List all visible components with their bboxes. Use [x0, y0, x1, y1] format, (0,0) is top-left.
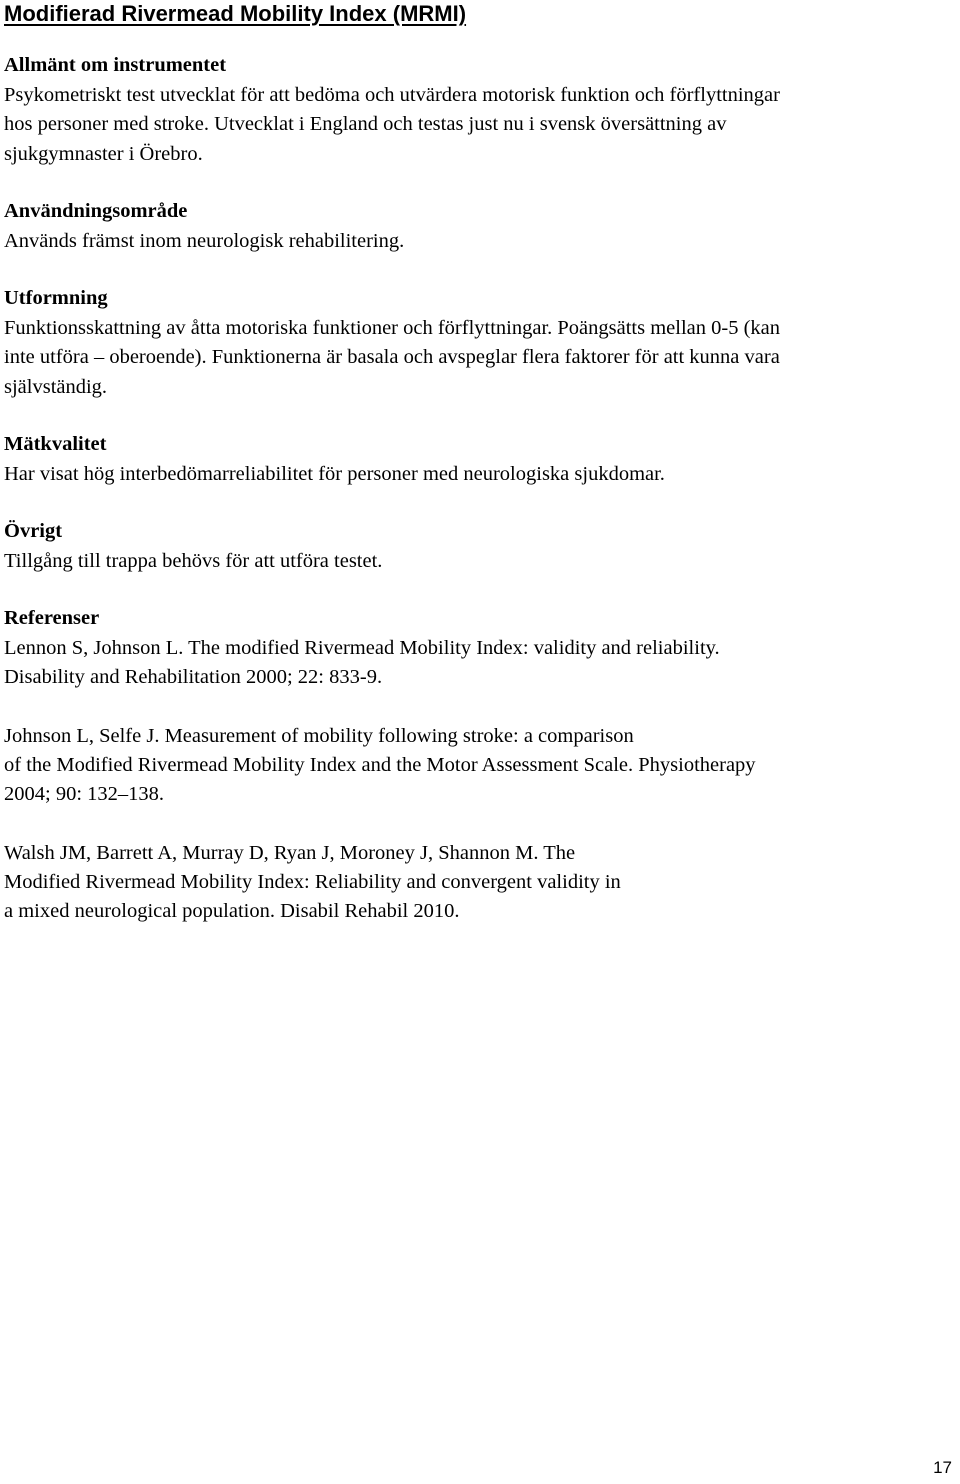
body-line: inte utföra – oberoende). Funktionerna är basala och avspeglar flera faktorer för att kunna vara: [4, 346, 780, 368]
reference-line: 2004; 90: 132–138.: [4, 782, 165, 805]
reference-line: a mixed neurological population. Disabil Rehabil 2010.: [4, 899, 460, 922]
body-line: Används främst inom neurologisk rehabilitering.: [4, 229, 405, 252]
section-heading: Utformning: [4, 287, 108, 309]
body-line: självständig.: [4, 375, 108, 398]
section-heading: Användningsområde: [4, 200, 188, 222]
section-allmant: [4, 51, 956, 169]
reference-line: Modified Rivermead Mobility Index: Reliability and convergent validity in: [4, 870, 621, 893]
body-line: Tillgång till trappa behövs för att utföra testet.: [4, 549, 383, 572]
reference-item: [4, 839, 956, 926]
body-line: hos personer med stroke. Utvecklat i England och testas just nu i svensk översättning av: [4, 113, 727, 135]
reference-line: Lennon S, Johnson L. The modified Rivermead Mobility Index: validity and reliability.: [4, 636, 720, 659]
body-line: Psykometriskt test utvecklat för att bedöma och utvärdera motorisk funktion och förflyttningar: [4, 83, 780, 106]
section-body: [4, 547, 956, 577]
section-body: [4, 314, 956, 403]
body-line: Har visat hög interbedömarreliabilitet för personer med neurologiska sjukdomar.: [4, 462, 665, 485]
section-body: [4, 460, 956, 490]
reference-line: Walsh JM, Barrett A, Murray D, Ryan J, Moroney J, Shannon M. The: [4, 841, 576, 864]
section-body: [4, 227, 956, 257]
section-matkvalitet: [4, 430, 956, 489]
document-page: [4, 0, 956, 926]
document-title: Modifierad Rivermead Mobility Index (MRMI): [4, 1, 467, 26]
section-anvandning: [4, 197, 956, 256]
section-body: [4, 81, 956, 170]
section-heading: Övrigt: [4, 520, 63, 542]
section-heading: Allmänt om instrumentet: [4, 54, 227, 76]
section-heading: Referenser: [4, 607, 100, 629]
reference-line: Johnson L, Selfe J. Measurement of mobility following stroke: a comparison: [4, 724, 634, 747]
body-line: Funktionsskattning av åtta motoriska funktioner och förflyttningar. Poängsätts mellan 0-5 (kan: [4, 316, 781, 339]
reference-line: of the Modified Rivermead Mobility Index and the Motor Assessment Scale. Physiotherapy: [4, 753, 756, 776]
body-line: sjukgymnaster i Örebro.: [4, 142, 203, 165]
reference-item: [4, 722, 956, 809]
section-utformning: [4, 284, 956, 402]
section-ovrigt: [4, 517, 956, 576]
section-heading: Mätkvalitet: [4, 433, 107, 455]
section-referenser: [4, 604, 956, 926]
page-number: 17: [933, 1458, 952, 1477]
reference-item: [4, 634, 956, 692]
reference-line: Disability and Rehabilitation 2000; 22: 833-9.: [4, 665, 383, 688]
